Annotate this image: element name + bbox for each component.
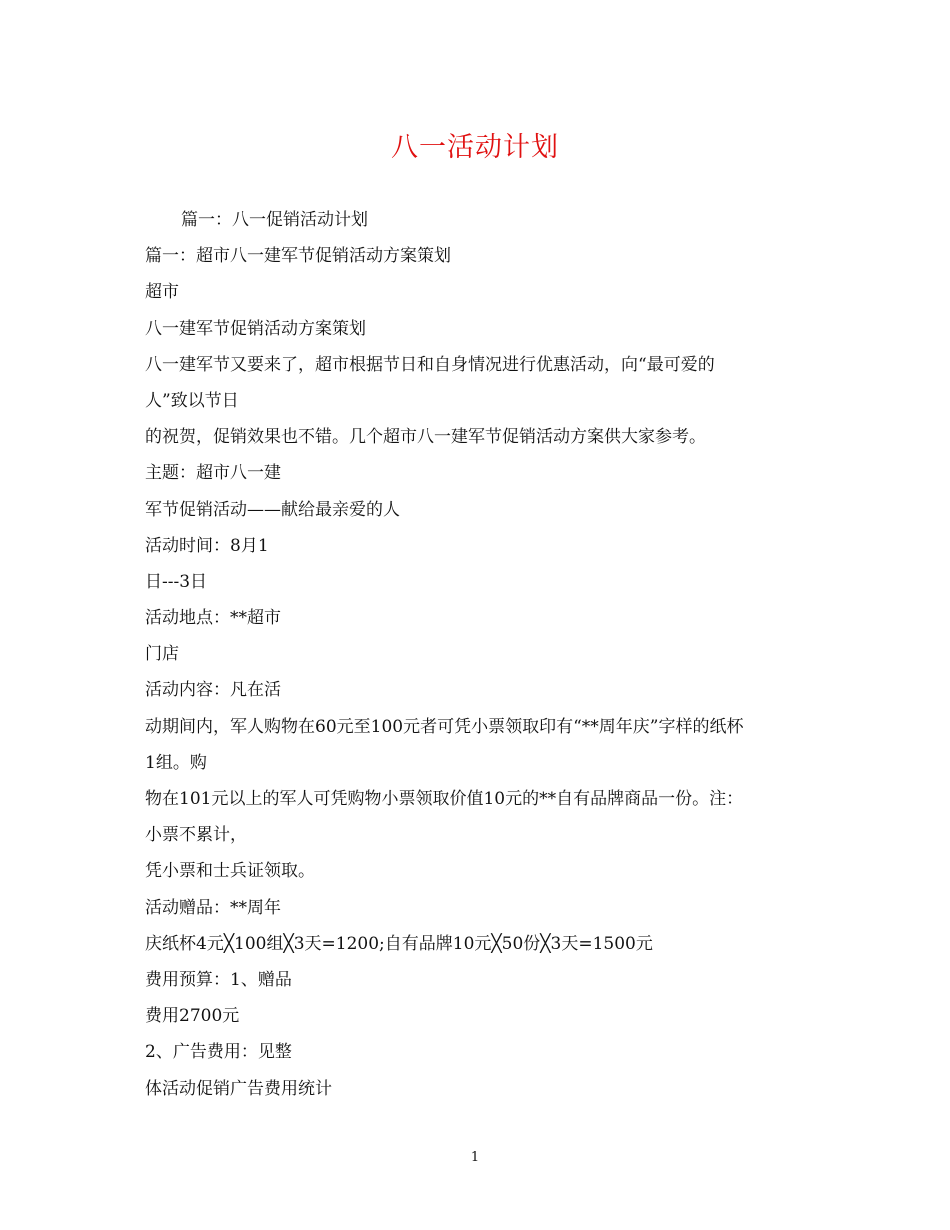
paragraph-line: 物在101元以上的军人可凭购物小票领取价值10元的**自有品牌商品一份。注： xyxy=(145,789,744,809)
paragraph-line: 活动内容：凡在活 xyxy=(145,680,281,701)
paragraph-line: 活动地点：**超市 xyxy=(145,608,281,629)
paragraph-line: 费用2700元 xyxy=(145,1006,240,1027)
paragraph-line: 八一建军节又要来了，超市根据节日和自身情况进行优惠活动，向“最可爱的 xyxy=(145,354,715,375)
paragraph-line: 人”致以节日 xyxy=(145,390,239,411)
paragraph-line: 主题：超市八一建 xyxy=(145,463,281,484)
page-number: 1 xyxy=(470,1150,480,1165)
paragraph-line: 军节促销活动——献给最亲爱的人 xyxy=(145,499,400,520)
paragraph-line: 2、广告费用：见整 xyxy=(145,1042,292,1063)
paragraph-line: 小票不累计， xyxy=(145,825,247,846)
paragraph-line: 日---3日 xyxy=(145,571,208,592)
paragraph-line: 费用预算：1、赠品 xyxy=(145,969,292,990)
paragraph-line: 活动赠品：**周年 xyxy=(145,897,281,918)
paragraph-line: 庆纸杯4元╳100组╳3天=1200;自有品牌10元╳50份╳3天=1500元 xyxy=(145,933,653,954)
paragraph-line: 门店 xyxy=(145,644,179,665)
paragraph-line: 超市 xyxy=(145,282,179,303)
paragraph-line: 体活动促销广告费用统计 xyxy=(145,1078,332,1099)
paragraph-line: 篇一：超市八一建军节促销活动方案策划 xyxy=(145,246,451,267)
paragraph-line: 篇一：八一促销活动计划 xyxy=(181,210,368,230)
paragraph-line: 凭小票和士兵证领取。 xyxy=(145,861,315,882)
document-body xyxy=(145,202,825,1107)
paragraph-line: 八一建军节促销活动方案策划 xyxy=(145,318,366,339)
paragraph-line: 活动时间：8月1 xyxy=(145,535,269,556)
document-title: 八一活动计划 xyxy=(391,132,559,163)
paragraph-line: 动期间内，军人购物在60元至100元者可凭小票领取印有“**周年庆”字样的纸杯 xyxy=(145,716,744,737)
paragraph-line: 1组。购 xyxy=(145,752,207,773)
paragraph-line: 的祝贺，促销效果也不错。几个超市八一建军节促销活动方案供大家参考。 xyxy=(145,427,706,448)
